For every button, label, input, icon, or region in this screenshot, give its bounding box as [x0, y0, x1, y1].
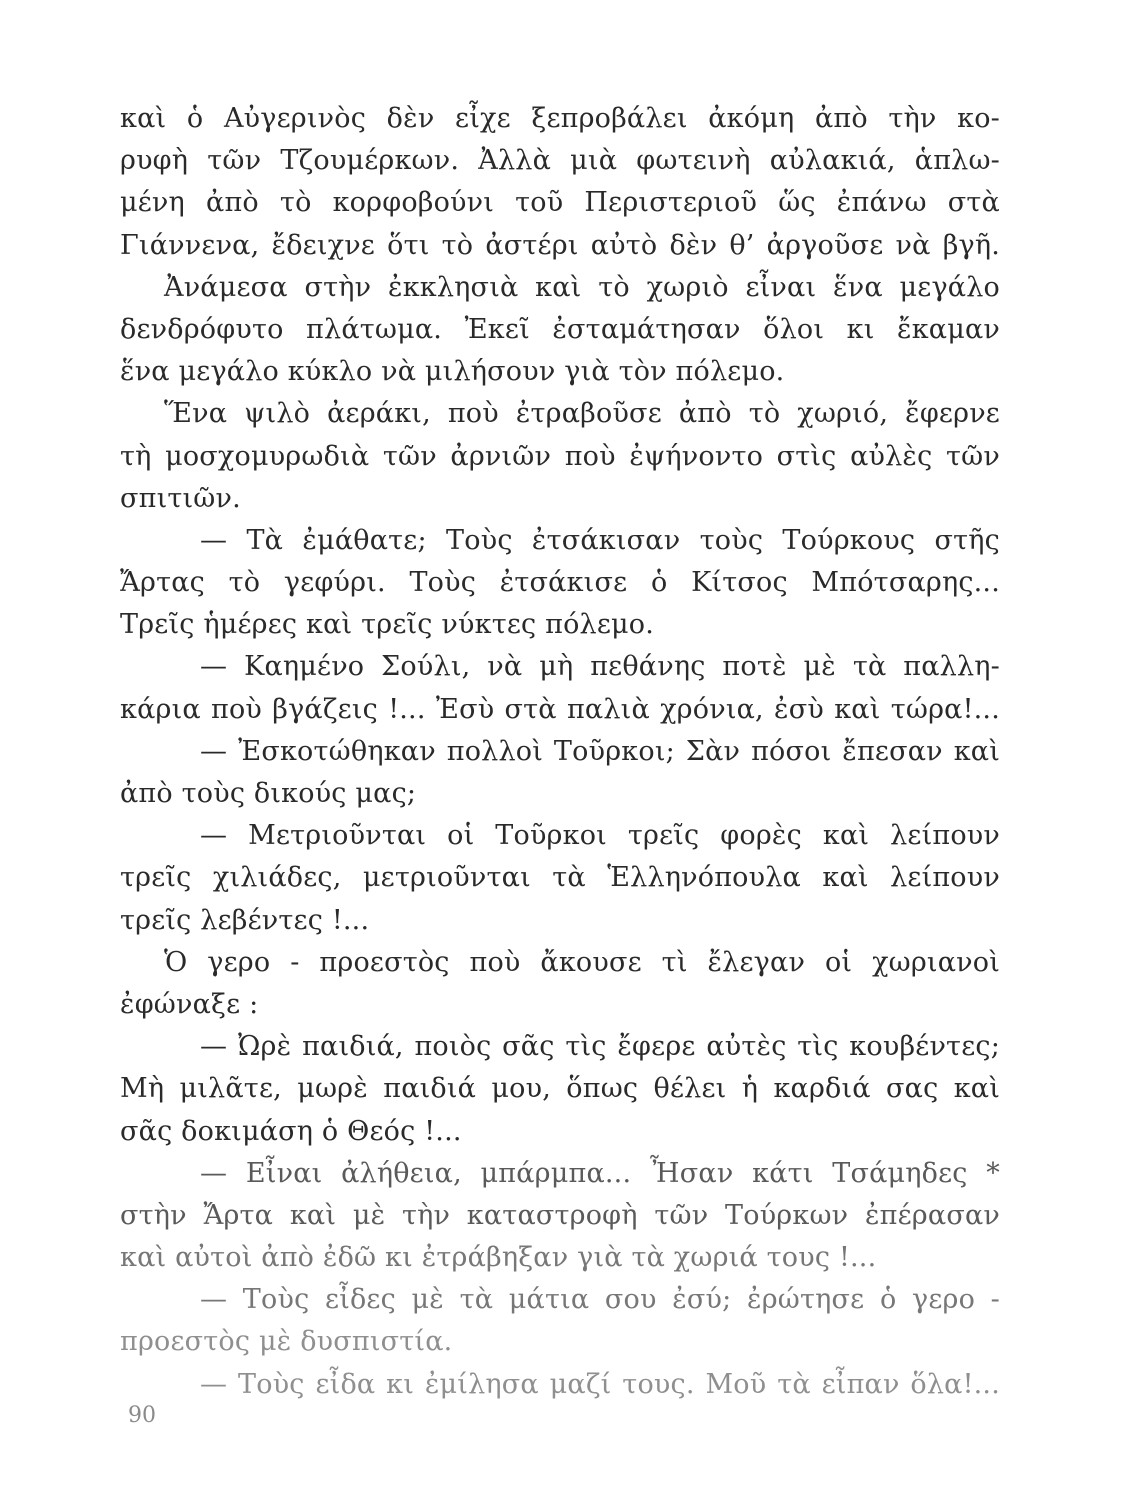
- text-line: Ἀνάμεσα στὴν ἐκκλησιὰ καὶ τὸ χωριὸ εἶναι ἕνα μεγάλο: [164, 271, 1000, 303]
- text-line: ρυφὴ τῶν Τζουμέρκων. Ἀλλὰ μιὰ φωτεινὴ αὐλακιά, ἁπλω-: [120, 145, 1000, 177]
- text-line: στὴν Ἄρτα καὶ μὲ τὴν καταστροφὴ τῶν Τούρκων ἐπέρασαν: [120, 1199, 1000, 1231]
- text-line: τὴ μοσχομυρωδιὰ τῶν ἀρνιῶν ποὺ ἐψήνοντο στὶς αὐλὲς τῶν: [120, 440, 1000, 472]
- text-line: — Τοὺς εἶδες μὲ τὰ μάτια σου ἐσύ; ἐρώτησε ὁ γερο -: [200, 1284, 1000, 1316]
- page-number: 90: [128, 1403, 156, 1428]
- text-line: ἀπὸ τοὺς δικούς μας;: [120, 778, 417, 809]
- text-line: — Εἶναι ἀλήθεια, μπάρμπα... Ἦσαν κάτι Τσάμηδες *: [200, 1157, 1000, 1189]
- text-line: καὶ ὁ Αὐγερινὸς δὲν εἶχε ξεπροβάλει ἀκόμη ἀπὸ τὴν κο-: [120, 103, 1000, 134]
- text-line: ἐφώναξε :: [120, 988, 259, 1020]
- text-line: Μὴ μιλᾶτε, μωρὲ παιδιά μου, ὅπως θέλει ἡ καρδιά σας καὶ: [120, 1073, 1000, 1105]
- text-line: ἕνα μεγάλο κύκλο νὰ μιλήσουν γιὰ τὸν πόλεμο.: [120, 356, 785, 388]
- text-line: — Τὰ ἐμάθατε; Τοὺς ἐτσάκισαν τοὺς Τούρκους στῆς: [200, 524, 1000, 556]
- text-line: Ἕνα ψιλὸ ἀεράκι, ποὺ ἐτραβοῦσε ἀπὸ τὸ χωριό, ἔφερνε: [164, 398, 1000, 430]
- text-line: σπιτιῶν.: [120, 482, 241, 514]
- text-line: τρεῖς χιλιάδες, μετριοῦνται τὰ Ἑλληνόπουλα καὶ λείπουν: [120, 862, 1000, 894]
- text-line: — Ὠρὲ παιδιά, ποιὸς σᾶς τὶς ἔφερε αὐτὲς τὶς κουβέντες;: [200, 1031, 1000, 1063]
- text-line: Ὁ γερο - προεστὸς ποὺ ἄκουσε τὶ ἔλεγαν οἱ χωριανοὶ: [164, 946, 1000, 978]
- text-line: καὶ αὐτοὶ ἀπὸ ἐδῶ κι ἐτράβηξαν γιὰ τὰ χωριά τους !...: [120, 1242, 877, 1274]
- text-line: δενδρόφυτο πλάτωμα. Ἐκεῖ ἐσταμάτησαν ὅλοι κι ἔκαμαν: [120, 313, 1000, 345]
- text-line: τρεῖς λεβέντες !...: [120, 904, 370, 936]
- text-line: κάρια ποὺ βγάζεις !... Ἐσὺ στὰ παλιὰ χρόνια, ἐσὺ καὶ τώρα!...: [120, 693, 1000, 725]
- text-line: προεστὸς μὲ δυσπιστία.: [120, 1326, 453, 1358]
- text-line: Τρεῖς ἡμέρες καὶ τρεῖς νύκτες πόλεμο.: [120, 609, 655, 641]
- text-line: — Μετριοῦνται οἱ Τοῦρκοι τρεῖς φορὲς καὶ λείπουν: [200, 820, 1000, 852]
- text-line: σᾶς δοκιμάση ὁ Θεός !...: [120, 1115, 462, 1147]
- text-line: — Καημένο Σούλι, νὰ μὴ πεθάνης ποτὲ μὲ τὰ παλλη-: [200, 651, 1000, 683]
- text-line: — Τοὺς εἶδα κι ἐμίλησα μαζί τους. Μοῦ τὰ εἶπαν ὅλα!...: [200, 1368, 1000, 1400]
- text-line: — Ἐσκοτώθηκαν πολλοὶ Τοῦρκοι; Σὰν πόσοι ἔπεσαν καὶ: [200, 735, 1000, 767]
- text-line: Ἄρτας τὸ γεφύρι. Τοὺς ἐτσάκισε ὁ Κίτσος Μπότσαρης...: [120, 567, 1000, 599]
- body-text: [120, 98, 1000, 1406]
- text-line: μένη ἀπὸ τὸ κορφοβούνι τοῦ Περιστεριοῦ ὥς ἐπάνω στὰ: [120, 187, 1000, 219]
- text-line: Γιάννενα, ἔδειχνε ὅτι τὸ ἀστέρι αὐτὸ δὲν θ’ ἀργοῦσε νὰ βγῆ.: [120, 229, 1000, 261]
